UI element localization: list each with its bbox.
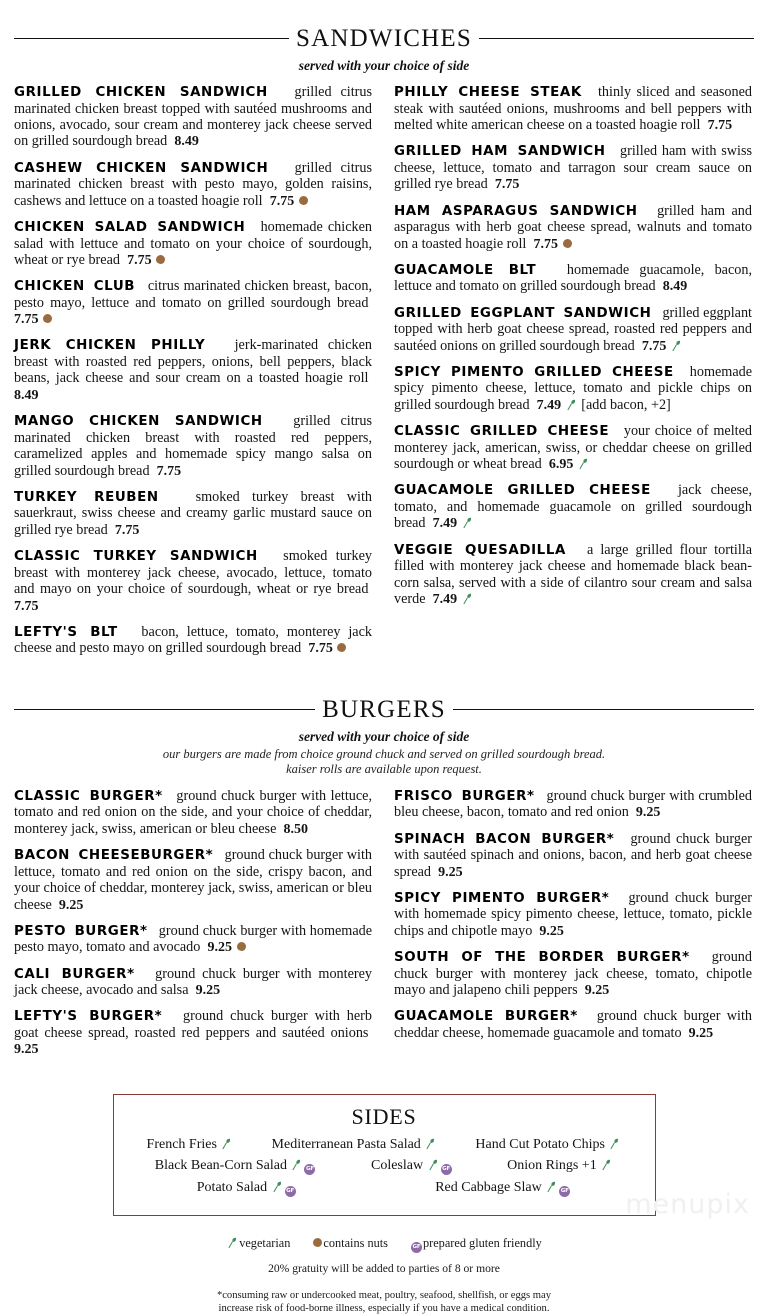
vegetarian-icon — [272, 1181, 283, 1193]
item-price: 7.75 — [156, 463, 182, 479]
item-name: GRILLED CHICKEN SANDWICH — [14, 85, 268, 100]
item-description: ground chuck burger with lettuce, tomato and red onion on the side, crispy bacon, and your choice of cheddar, monterey jack, swiss, american or bleu cheese — [14, 847, 372, 913]
menu-item — [394, 542, 752, 609]
contains-nuts-icon — [43, 314, 52, 323]
section-title: SANDWICHES — [296, 25, 472, 52]
item-description: jerk-marinated chicken breast with roasted red peppers, onions, bell peppers, black beans, jack cheese and sour cream on a toasted hoagie roll — [14, 337, 373, 387]
side-label: Onion Rings +1 — [507, 1158, 597, 1174]
item-name: GUACAMOLE GRILLED CHEESE — [394, 483, 651, 499]
item-name: PHILLY CHEESE STEAK — [394, 85, 582, 100]
menu-item — [394, 482, 752, 532]
contains-nuts-icon — [563, 239, 572, 248]
item-name: GUACAMOLE BLT — [394, 262, 537, 278]
item-note: [add bacon, +2] — [581, 396, 671, 413]
gluten-friendly-icon: GF — [559, 1186, 570, 1197]
menu-item — [14, 160, 372, 210]
item-description: ground chuck burger with herb goat cheese spread, roasted red peppers and sautéed onions — [14, 1008, 372, 1041]
subtitle-line: kaiser rolls are available upon request. — [286, 762, 482, 777]
item-name: BACON CHEESEBURGER* — [14, 848, 214, 864]
item-description: ground chuck burger with cheddar cheese, homemade guacamole and tomato — [394, 1008, 752, 1041]
item-price: 7.75 — [533, 236, 558, 252]
item-column — [394, 84, 752, 667]
item-name: CLASSIC BURGER* — [14, 788, 163, 804]
item-description: ground chuck burger with monterey jack cheese, tomato, chipotle mayo and jalapeno chili peppers — [394, 949, 752, 999]
menu-item — [394, 949, 752, 999]
side-item — [147, 1137, 234, 1153]
contains-nuts-icon — [299, 196, 308, 205]
menu-item — [14, 923, 372, 957]
side-item — [272, 1137, 438, 1153]
menu-section — [14, 26, 754, 667]
legend-item — [312, 1236, 388, 1253]
vegetarian-icon — [462, 517, 473, 529]
disclaimer-note — [14, 1289, 754, 1316]
item-name: CASHEW CHICKEN SANDWICH — [14, 160, 269, 176]
item-price: 7.75 — [308, 641, 333, 657]
item-price: 7.75 — [707, 118, 733, 134]
side-label: Hand Cut Potato Chips — [475, 1136, 605, 1152]
item-price: 9.25 — [635, 805, 661, 821]
vegetarian-icon — [291, 1159, 302, 1171]
menu-item — [14, 966, 372, 1000]
item-price: 7.75 — [641, 338, 667, 354]
legend-label: vegetarian — [239, 1235, 291, 1250]
item-description: homemade spicy pimento cheese, lettuce, tomato and pickle chips on grilled sourdough bread — [394, 363, 753, 413]
item-column — [394, 788, 752, 1068]
item-price: 9.25 — [438, 864, 463, 880]
menu-item — [14, 847, 372, 914]
item-name: LEFTY'S BURGER* — [14, 1009, 163, 1025]
item-description: a large grilled flour tortilla filled with monterey jack cheese and homemade black bean-corn salsa, served with a side of cilantro sour cream and salsa verde — [394, 541, 753, 608]
menu-item — [394, 84, 752, 134]
item-price: 7.75 — [114, 522, 140, 538]
side-item — [155, 1158, 317, 1175]
contains-nuts-icon — [237, 942, 246, 951]
item-description: homemade chicken salad with lettuce and tomato on your choice of sourdough, wheat or rye bread — [14, 218, 373, 268]
item-description: your choice of melted monterey jack, american, swiss, or cheddar cheese on grilled sourdough or wheat bread — [394, 423, 752, 473]
menu-item — [14, 84, 372, 151]
header-rule-right — [479, 38, 754, 39]
item-price: 7.75 — [269, 193, 295, 209]
menu-item — [394, 890, 752, 940]
item-description: ground chuck burger with homemade pesto mayo, tomato and avocado — [14, 922, 373, 956]
item-price: 7.75 — [14, 598, 39, 614]
item-price: 8.50 — [283, 821, 308, 837]
section-subtitle-secondary — [14, 747, 754, 778]
gluten-friendly-icon: GF — [411, 1242, 422, 1253]
contains-nuts-icon — [313, 1238, 322, 1247]
item-description: grilled ham and asparagus with herb goat cheese spread, walnuts and tomato on a toasted hoagie roll — [394, 202, 752, 252]
item-description: ground chuck burger with lettuce, tomato and red onion on the side, and your choice of cheddar, monterey jack, swiss, american or bleu cheese — [14, 787, 373, 837]
item-description: thinly sliced and seasoned steak with sautéed onions, mushrooms and bell peppers with melted white american cheese on a toasted hoagie roll — [394, 84, 752, 134]
item-price: 9.25 — [14, 1042, 39, 1058]
item-price: 8.49 — [662, 279, 688, 295]
item-description: ground chuck burger with crumbled bleu cheese, bacon, tomato and red onion — [394, 787, 753, 821]
item-price: 8.49 — [14, 387, 39, 403]
side-label: Red Cabbage Slaw — [435, 1179, 542, 1195]
menu-item — [14, 788, 372, 838]
section-header — [14, 26, 754, 51]
item-column — [14, 84, 372, 667]
legend-label: prepared gluten friendly — [422, 1235, 542, 1250]
contains-nuts-icon — [156, 255, 165, 264]
disclaimer-line: *consuming raw or undercooked meat, poultry, seafood, shellfish, or eggs may — [216, 1289, 552, 1301]
menu-sections — [14, 26, 754, 1068]
item-name: SPICY PIMENTO GRILLED CHEESE — [394, 364, 674, 380]
legend-label: contains nuts — [323, 1235, 388, 1250]
item-price: 9.25 — [584, 983, 610, 999]
vegetarian-icon — [428, 1159, 439, 1171]
item-name: CHICKEN CLUB — [14, 279, 136, 295]
gluten-friendly-icon: GF — [304, 1164, 315, 1175]
menu-item — [394, 788, 752, 822]
item-price: 6.95 — [548, 457, 574, 473]
menu-item — [394, 831, 752, 881]
section-title: BURGERS — [322, 695, 446, 723]
side-item — [475, 1137, 621, 1153]
item-name: VEGGIE QUESADILLA — [394, 542, 566, 558]
item-price: 7.49 — [432, 516, 458, 532]
menu-item — [14, 337, 372, 404]
gluten-friendly-icon: GF — [441, 1164, 452, 1175]
legend-item — [226, 1236, 290, 1253]
gluten-friendly-icon: GF — [285, 1186, 296, 1197]
item-price: 7.49 — [536, 397, 562, 413]
side-label: Coleslaw — [370, 1157, 424, 1173]
legend — [14, 1236, 754, 1253]
menu-item — [394, 203, 752, 253]
menu-item — [14, 1008, 372, 1058]
item-price: 7.75 — [14, 312, 39, 328]
vegetarian-icon — [578, 458, 589, 470]
item-name: TURKEY REUBEN — [14, 489, 159, 505]
item-name: SOUTH OF THE BORDER BURGER* — [394, 950, 690, 966]
side-item — [435, 1180, 571, 1197]
side-item — [197, 1180, 297, 1197]
watermark: menupix — [625, 1189, 750, 1220]
item-price: 9.25 — [207, 940, 232, 956]
menu-item — [394, 423, 752, 473]
item-description: grilled citrus marinated chicken breast with pesto mayo, golden raisins, cashews and lettuce on a toasted hoagie roll — [14, 159, 372, 209]
item-name: FRISCO BURGER* — [394, 788, 535, 804]
vegetarian-icon — [546, 1181, 557, 1193]
item-description: ground chuck burger with homemade spicy pimento cheese, lettuce, tomato, pickle chips and chipotle mayo — [394, 889, 752, 939]
item-description: smoked turkey breast with monterey jack cheese, avocado, lettuce, tomato and mayo on your choice of sourdough, wheat or rye bread — [14, 548, 373, 598]
sides-box — [113, 1094, 656, 1216]
side-label: Black Bean-Corn Salad — [154, 1157, 287, 1173]
subtitle-line: our burgers are made from choice ground chuck and served on grilled sourdough bread. — [162, 746, 606, 761]
item-description: homemade guacamole, bacon, lettuce and tomato on grilled sourdough bread — [394, 261, 753, 295]
item-description: grilled citrus marinated chicken breast topped with sautéed mushrooms and onions, avocado, sour cream and monterey jack cheese served on grilled sourdough bread — [14, 84, 372, 150]
item-description: grilled ham with swiss cheese, lettuce, tomato and tarragon sour cream sauce on grilled rye bread — [394, 143, 752, 193]
item-description: grilled eggplant topped with herb goat cheese spread, roasted red peppers and sautéed onions on grilled sourdough bread — [394, 304, 753, 354]
item-description: ground chuck burger with sautéed spinach and onions, bacon, and herb goat cheese spread — [394, 830, 752, 880]
item-price: 7.75 — [494, 177, 520, 193]
sides-row — [128, 1180, 641, 1197]
side-item — [371, 1158, 453, 1175]
side-label: Mediterranean Pasta Salad — [271, 1136, 421, 1152]
menu-item — [394, 305, 752, 355]
item-description: bacon, lettuce, tomato, monterey jack cheese and pesto mayo on grilled sourdough bread — [14, 623, 372, 657]
gratuity-note: 20% gratuity will be added to parties of 8 or more — [268, 1261, 500, 1275]
item-name: HAM ASPARAGUS SANDWICH — [394, 203, 638, 219]
item-price: 7.49 — [432, 592, 458, 608]
vegetarian-icon — [221, 1138, 232, 1150]
menu-item — [394, 143, 752, 193]
header-rule-left — [14, 38, 289, 39]
side-label: Potato Salad — [196, 1179, 268, 1195]
header-rule-right — [453, 709, 754, 710]
menu-item — [394, 1008, 752, 1042]
item-name: SPICY PIMENTO BURGER* — [394, 890, 610, 906]
item-name: CALI BURGER* — [14, 966, 135, 982]
item-price: 9.25 — [539, 923, 564, 939]
item-name: GRILLED HAM SANDWICH — [394, 144, 606, 160]
item-name: CLASSIC GRILLED CHEESE — [394, 424, 610, 440]
menu-item — [14, 278, 372, 328]
section-subtitle: served with your choice of side — [298, 58, 470, 73]
item-description: grilled citrus marinated chicken breast with roasted red peppers, caramelized apples and homemade spicy mango salsa on grilled sourdough bread — [14, 413, 373, 479]
item-price: 7.75 — [127, 252, 152, 268]
vegetarian-icon — [671, 340, 682, 352]
menu-page — [0, 25, 768, 1315]
sides-rows — [128, 1137, 641, 1197]
item-columns — [14, 788, 754, 1068]
item-price: 9.25 — [688, 1025, 714, 1041]
item-price: 9.25 — [195, 983, 221, 999]
item-description: jack cheese, tomato, and homemade guacamole on grilled sourdough bread — [394, 482, 752, 532]
item-description: citrus marinated chicken breast, bacon, pesto mayo, lettuce and tomato on grilled sourdough bread — [14, 278, 372, 311]
item-name: GRILLED EGGPLANT SANDWICH — [394, 305, 652, 321]
sides-row — [128, 1158, 641, 1175]
item-price: 8.49 — [174, 134, 199, 150]
item-description: smoked turkey breast with sauerkraut, swiss cheese and creamy garlic mustard sauce on grilled rye bread — [14, 488, 372, 538]
header-rule-left — [14, 709, 315, 710]
menu-item — [14, 413, 372, 480]
item-column — [14, 788, 372, 1068]
item-price: 9.25 — [58, 897, 84, 913]
item-name: JERK CHICKEN PHILLY — [14, 338, 206, 354]
item-description: ground chuck burger with monterey jack cheese, avocado and salsa — [14, 965, 373, 999]
menu-item — [14, 489, 372, 539]
vegetarian-icon — [609, 1138, 620, 1150]
vegetarian-icon — [425, 1138, 436, 1150]
menu-item — [394, 262, 752, 296]
menu-item — [14, 219, 372, 269]
vegetarian-icon — [601, 1159, 612, 1171]
side-item — [507, 1158, 613, 1174]
contains-nuts-icon — [337, 643, 346, 652]
section-header — [14, 697, 754, 722]
item-name: CLASSIC TURKEY SANDWICH — [14, 549, 258, 565]
vegetarian-icon — [566, 399, 577, 411]
menu-section — [14, 697, 754, 1068]
menu-item — [14, 548, 372, 615]
sides-row — [128, 1137, 641, 1153]
menu-item — [394, 364, 752, 414]
item-name: GUACAMOLE BURGER* — [394, 1009, 578, 1025]
item-name: MANGO CHICKEN SANDWICH — [14, 414, 263, 430]
vegetarian-icon — [227, 1237, 238, 1249]
side-label: French Fries — [146, 1136, 217, 1152]
legend-item — [410, 1236, 542, 1253]
item-columns — [14, 84, 754, 667]
item-name: CHICKEN SALAD SANDWICH — [14, 219, 246, 235]
disclaimer-line: increase risk of food-borne illness, especially if you have a medical condition. — [218, 1303, 550, 1315]
vegetarian-icon — [462, 593, 473, 605]
menu-item — [14, 624, 372, 658]
item-name: SPINACH BACON BURGER* — [394, 831, 615, 847]
item-name: PESTO BURGER* — [14, 923, 148, 939]
section-subtitle: served with your choice of side — [298, 728, 470, 744]
sides-title: SIDES — [351, 1103, 417, 1129]
item-name: LEFTY'S BLT — [14, 624, 118, 640]
